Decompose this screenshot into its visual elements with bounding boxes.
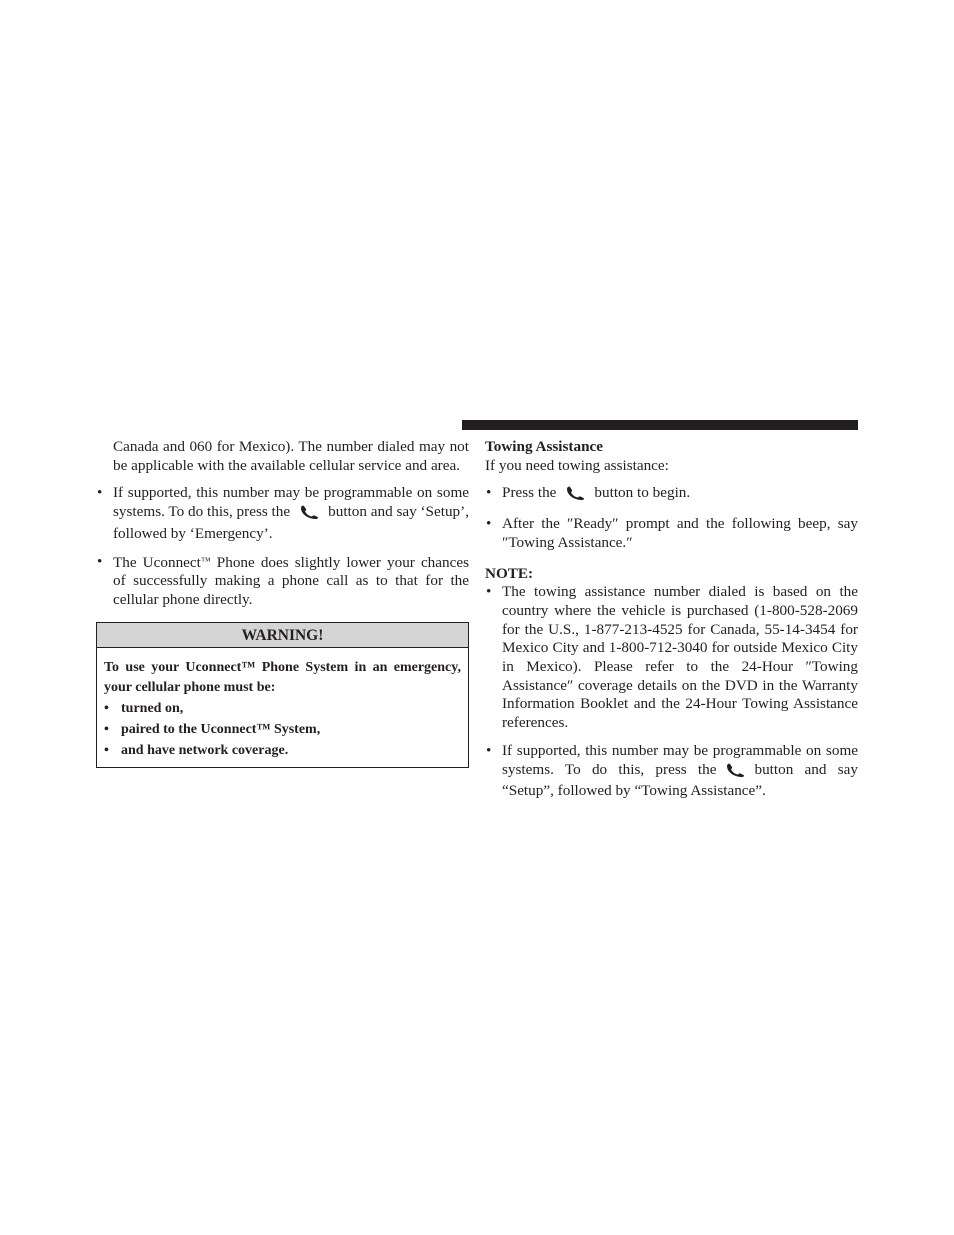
list-item [485,515,858,552]
list-item [485,742,858,801]
bullet-text: If supported, this number may be programmable on some systems. To do this, press the button and say “Setup”, followed by “Towing Assistance”. [502,741,858,800]
warning-item: • paired to the Uconnect™ System, [104,721,321,737]
bullet-text: Press the button to begin. [502,484,858,506]
warning-title: WARNING! [97,623,468,648]
list-item [485,583,858,733]
list-item [96,484,469,543]
warning-box [96,622,469,768]
bullet-text: If supported, this number may be programmable on some systems. To do this, press the button and say ‘Setup’, followed by ‘Emergency’. [113,484,470,542]
list-item [96,553,469,610]
section-heading: Towing Assistance [485,438,604,455]
section-header-bar [462,420,858,430]
phone-handset-icon [299,505,319,525]
continued-paragraph: Canada and 060 for Mexico). The number dialed may not be applicable with the available cellular service and area. [113,438,469,474]
right-column [485,438,858,801]
intro-text: If you need towing assistance: [485,456,669,474]
bullet-text: The Uconnect™ Phone does slightly lower your chances of successfully making a phone call as to that for the cellular phone directly. [113,553,470,608]
bullet-marker: • [486,583,492,601]
bullet-text: After the ″Ready″ prompt and the following beep, say ″Towing Assistance.″ [502,515,858,551]
phone-handset-icon [565,486,585,506]
warning-body [97,648,468,767]
warning-item: • turned on, [104,700,184,716]
note-label: NOTE: [485,564,534,582]
warning-item: • and have network coverage. [104,742,289,758]
bullet-marker: • [97,484,103,502]
bullet-marker: • [486,515,492,533]
bullet-marker: • [486,484,492,502]
phone-handset-icon [725,763,745,783]
bullet-marker: • [97,552,103,570]
bullet-marker: • [486,741,492,759]
list-item [485,484,858,506]
bullet-text: The towing assistance number dialed is based on the country where the vehicle is purchased (1-800-528-2069 for the U.S., 1-877-213-4525 for Canada, 55-14-3454 for Mexico City and 1-800-712-3040 for outside Mexico City in Mexico). Please refer to the 24-Hour ″Towing Assistance″ coverage details on the DVD in the Warranty Information Booklet and the 24-Hour Towing Assistance references. [502,583,858,732]
left-column [96,438,469,768]
warning-intro: To use your Uconnect™ Phone System in an emergency, your cellular phone must be: [104,659,461,695]
